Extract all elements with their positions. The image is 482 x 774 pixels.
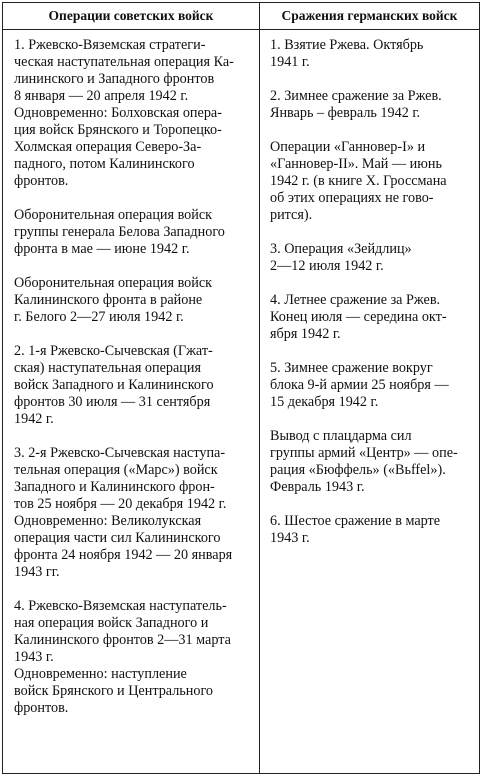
comparison-table: [2, 2, 480, 774]
soviet-entry-second-rzhev-sychevka-mars: 3. 2-я Ржевско-Сычевская наступа- тельная операция («Марс») войск Западного и Калининского фрон- тов 25 ноября — 20 декабря 1942 г. Одновременно: Великолукская операция части сил Калининского фронта 24 ноября 1942 — 20 января 1943 гг.: [14, 445, 233, 580]
header-soviet-operations: Операции советских войск: [3, 3, 260, 30]
german-entry-winter-battle-9th-army: 5. Зимнее сражение вокруг блока 9-й армии 25 ноября — 15 декабря 1942 г.: [270, 360, 449, 410]
soviet-operations-column: [3, 30, 260, 774]
soviet-entry-rzhev-vyazma-1942: 1. Ржевско-Вяземская стратеги- ческая наступательная операция Ка- лининского и Западного фронтов 8 января — 20 апреля 1942 г. Одновременно: Болховская опера- ция войск Брянского и Торопецко- Холмская операция Северо-За- падного, потом Калининского фронтов.: [14, 37, 234, 189]
german-entry-seydlitz: 3. Операция «Зейдлиц» 2—12 июля 1942 г.: [270, 241, 412, 274]
german-entry-bueffel-withdrawal: Вывод с плацдарма сил группы армий «Центр» — опе- рация «Бюффель» («Вьffel»). Февраль 1943 г.: [270, 428, 458, 495]
german-entry-sixth-battle: 6. Шестое сражение в марте 1943 г.: [270, 513, 441, 546]
body-row: [3, 30, 480, 774]
header-german-battles: Сражения германских войск: [260, 3, 480, 30]
german-entry-summer-battle: 4. Летнее сражение за Ржев. Конец июля — середина окт- ября 1942 г.: [270, 292, 447, 342]
soviet-entry-kalinin-defense-bely: Оборонительная операция войск Калининского фронта в районе г. Белого 2—27 июля 1942 г.: [14, 275, 213, 325]
german-entry-winter-battle-1942: 2. Зимнее сражение за Ржев. Январь – февраль 1942 г.: [270, 88, 442, 121]
soviet-entry-rzhev-vyazma-1943: 4. Ржевско-Вяземская наступатель- ная операция войск Западного и Калининского фронтов 2—31 марта 1943 г. Одновременно: наступление войск Брянского и Центрального фронтов.: [14, 598, 231, 716]
header-row: [3, 3, 480, 30]
soviet-entry-belov-defense: Оборонительная операция войск группы генерала Белова Западного фронта в мае — июне 1942 г.: [14, 207, 225, 257]
soviet-entry-first-rzhev-sychevka: 2. 1-я Ржевско-Сычевская (Гжат- ская) наступательная операция войск Западного и Калининского фронтов 30 июля — 31 сентября 1942 г.: [14, 343, 214, 427]
german-entry-hannover-operations: Операции «Ганновер-I» и «Ганновер-II». Май — июнь 1942 г. (в книге Х. Гроссмана об этих операциях не гово- рится).: [270, 139, 447, 223]
german-entry-capture-of-rzhev: 1. Взятие Ржева. Октябрь 1941 г.: [270, 37, 424, 70]
german-battles-column: [260, 30, 480, 774]
